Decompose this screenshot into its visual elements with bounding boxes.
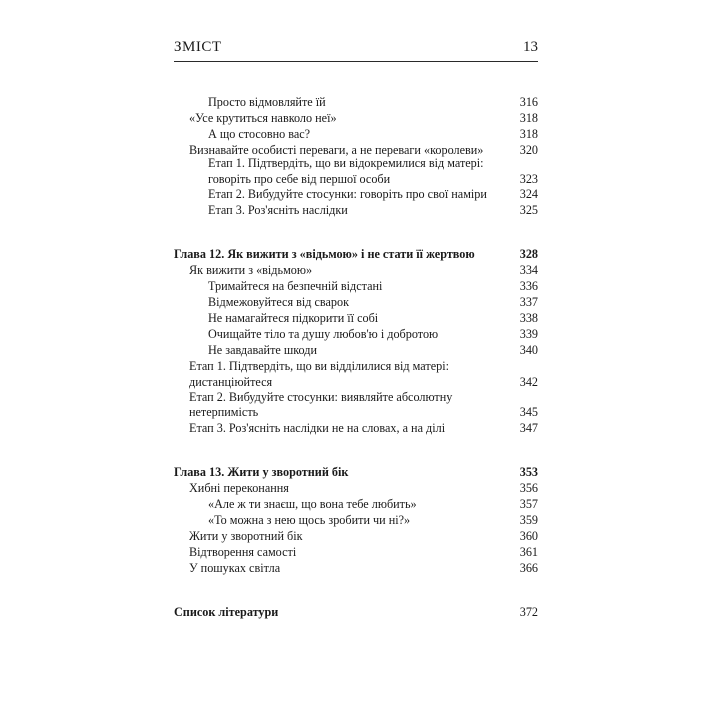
toc-entry-page: 334 bbox=[519, 263, 538, 277]
toc-entry-title: Етап 1. Підтвердіть, що ви відділилися від матері: bbox=[189, 359, 449, 373]
toc-entry-page: 339 bbox=[519, 327, 538, 341]
toc-entry-title: говоріть про себе від першої особи bbox=[208, 172, 391, 186]
toc-entry-title: А що стосовно вас? bbox=[208, 127, 311, 141]
toc-entry-page: 361 bbox=[519, 545, 538, 559]
toc-entry-page: 316 bbox=[519, 95, 538, 109]
toc-entry-page: 324 bbox=[519, 187, 538, 201]
toc-entry-title: Етап 1. Підтвердіть, що ви відокремилися від матері: bbox=[208, 156, 484, 170]
section-title: ЗМІСТ bbox=[174, 39, 222, 55]
toc-entry-title: «Усе крутиться навколо неї» bbox=[189, 111, 337, 125]
table-of-contents bbox=[174, 0, 538, 720]
toc-entry-page: 353 bbox=[519, 465, 538, 479]
toc-entry-page: 320 bbox=[519, 143, 538, 157]
toc-entry-title: Визнавайте особисті переваги, а не переваги «королеви» bbox=[189, 143, 484, 157]
toc-entry-title: Відмежовуйтеся від сварок bbox=[208, 295, 350, 309]
toc-entry-title: Глава 12. Як вижити з «відьмою» і не стати її жертвою bbox=[174, 247, 475, 261]
toc-entry-title: Список літератури bbox=[174, 605, 279, 619]
toc-entry-page: 340 bbox=[519, 343, 538, 357]
toc-entry-page: 347 bbox=[519, 421, 538, 435]
toc-entry-page: 323 bbox=[519, 172, 538, 186]
toc-entry-title: нетерпимість bbox=[189, 405, 259, 419]
toc-entry-page: 359 bbox=[519, 513, 538, 527]
toc-entry-title: Не намагайтеся підкорити її собі bbox=[208, 311, 379, 325]
toc-entry-page: 338 bbox=[519, 311, 538, 325]
toc-entry-page: 318 bbox=[519, 111, 538, 125]
toc-entry-page: 336 bbox=[519, 279, 538, 293]
toc-entry-page: 328 bbox=[519, 247, 538, 261]
page-number: 13 bbox=[523, 39, 538, 55]
toc-entry-title: Етап 3. Роз'ясніть наслідки bbox=[208, 203, 348, 217]
toc-entry-title: дистанціюйтеся bbox=[189, 375, 273, 389]
toc-entry-title: Хибні переконання bbox=[189, 481, 289, 495]
toc-entry-title: Етап 2. Вибудуйте стосунки: говоріть про свої наміри bbox=[208, 187, 487, 201]
toc-entry-page: 342 bbox=[519, 375, 538, 389]
toc-entry-page: 337 bbox=[519, 295, 538, 309]
toc-entry-page: 345 bbox=[519, 405, 538, 419]
toc-entry-title: Жити у зворотний бік bbox=[189, 529, 303, 543]
toc-entry-page: 356 bbox=[519, 481, 538, 495]
toc-entry-page: 318 bbox=[519, 127, 538, 141]
toc-entry-page: 366 bbox=[519, 561, 538, 575]
toc-entry-title: Очищайте тіло та душу любов'ю і добротою bbox=[208, 327, 439, 341]
toc-entry-title: Не завдавайте шкоди bbox=[208, 343, 318, 357]
toc-entry-title: Етап 2. Вибудуйте стосунки: виявляйте абсолютну bbox=[189, 390, 453, 404]
toc-entry-title: Просто відмовляйте їй bbox=[208, 95, 326, 109]
toc-entry-title: Тримайтеся на безпечній відстані bbox=[208, 279, 383, 293]
toc-entry-title: Етап 3. Роз'ясніть наслідки не на словах, а на ділі bbox=[189, 421, 446, 435]
toc-entry-title: Як вижити з «відьмою» bbox=[189, 263, 313, 277]
toc-entry-page: 360 bbox=[519, 529, 538, 543]
toc-entry-title: Глава 13. Жити у зворотний бік bbox=[174, 465, 349, 479]
toc-entry-title: «То можна з нею щось зробити чи ні?» bbox=[208, 513, 411, 527]
toc-entry-page: 357 bbox=[519, 497, 538, 511]
toc-entry-title: «Але ж ти знаєш, що вона тебе любить» bbox=[208, 497, 417, 511]
toc-entry-page: 325 bbox=[519, 203, 538, 217]
toc-entry-title: Відтворення самості bbox=[189, 545, 297, 559]
toc-entry-title: У пошуках світла bbox=[189, 561, 281, 575]
toc-entry-page: 372 bbox=[519, 605, 538, 619]
